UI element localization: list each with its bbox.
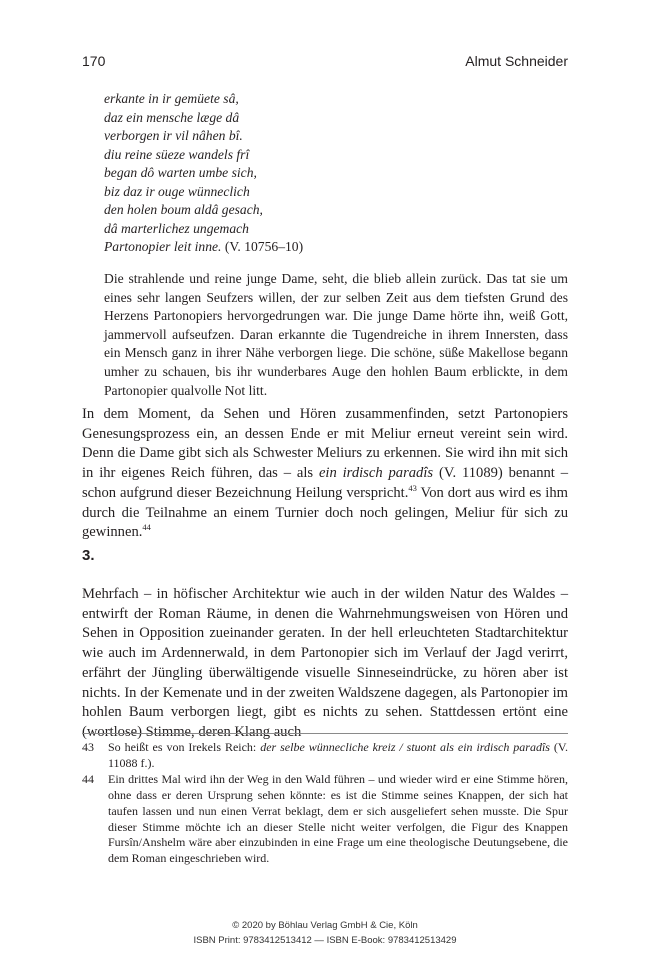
paragraph-italic: ein irdisch paradîs — [318, 465, 434, 482]
footnote-number: 43 — [82, 740, 94, 754]
footnote-italic: der selbe wünnecliche kreiz / stuont als ein irdisch paradîs — [260, 740, 550, 754]
footnote-number: 44 — [82, 771, 94, 786]
verse-line-last — [104, 238, 303, 257]
footnote-text-part: So heißt es von Irekels Reich: — [108, 740, 261, 754]
verse-line: daz ein mensche læge dâ — [104, 109, 240, 125]
page-number: 170 — [82, 53, 106, 69]
imprint-copyright: © 2020 by Böhlau Verlag GmbH & Cie, Köln — [232, 920, 418, 931]
footnote-44 — [82, 772, 568, 867]
imprint-isbn: ISBN Print: 9783412513412 — ISBN E-Book: 9783412513429 — [193, 935, 457, 946]
verse-line-text: Partonopier leit inne. — [104, 239, 222, 254]
verse-line: biz daz ir ouge wünneclich — [104, 183, 250, 199]
translation-block: Die strahlende und reine junge Dame, seht, die blieb allein zurück. Das tat sie um eines sehr langen Seufzers willen, der zur selben Zeit aus dem tiefsten Grund des Herzens Partonopiers hervorgedrungen war. Die junge Dame hörte ihn, weiß Gott, jammervoll aufseufzen. Daran erkannte die Tugendreiche in ihrem Innersten, dass ein Mensch ganz in ihrer Nähe verborgen liege. Die schöne, süße Makellose begann umher zu schauen, bis ihr wunderbares Auge den hohlen Baum erblickte, in dem Partonopier qualvolle Not litt. — [104, 271, 568, 398]
paragraph-text: In dem Moment, da Sehen und Hören zusammenfinden, setzt Partonopiers Genesungsprozess ein, an dessen Ende er mit Meliur erneut vereint sein wird. Denn die Dame gibt sich als Schwester Meliurs zu erkennen. Sie wird ihn mit sich in ihr eigenes Reich führen, das – als — [82, 406, 568, 482]
footnote-ref-43[interactable]: 43 — [408, 482, 417, 493]
verse-line: den holen boum aldâ gesach, — [104, 202, 263, 217]
verse-line: began dô warten umbe sich, — [104, 165, 257, 180]
footnote-rule — [82, 733, 568, 734]
footnote-ref-44[interactable]: 44 — [142, 522, 151, 533]
footnote-text — [108, 740, 568, 772]
verse-line: diu reine süeze wandels frî — [104, 146, 250, 162]
verse-line: verborgen ir vil nâhen bî. — [104, 128, 243, 143]
running-head-author: Almut Schneider — [465, 53, 568, 69]
footnotes — [82, 740, 568, 867]
verse-line: erkante in ir gemüete sâ, — [104, 91, 239, 106]
paragraph-text: (V. 11089) benannt – schon aufgrund dieser Bezeichnung Heilung verspricht. — [82, 465, 568, 501]
section-heading: 3. — [82, 547, 95, 564]
verse-line: dâ marterlichez ungemach — [104, 220, 249, 236]
footnote-43 — [82, 740, 568, 772]
verse-reference: (V. 10756–10) — [224, 239, 304, 254]
footnote-text-part: (V. 11088 f.). — [108, 740, 568, 770]
verse-quotation — [104, 90, 303, 257]
body-paragraph: Mehrfach – in höfischer Architektur wie auch in der wilden Natur des Waldes – entwirft der Roman Räume, in denen die Wahrnehmungsweisen von Hören und Sehen in Opposition zueinander geraten. In der hell erleuchteten Stadtarchitektur wie auch im Ardennerwald, in dem Partonopier sich im Verlauf der Jagd verirrt, erfährt der Jüngling überwältigende visuelle Sinneseindrücke, zu hören aber ist nichts. In der Kemenate und in der zweiten Waldszene dagegen, als Partonopier im hohlen Baum verborgen liegt, gibt es nichts zu sehen. Stattdessen ertönt eine (wortlose) Stimme, deren Klang auch — [82, 586, 568, 740]
footnote-text: Ein drittes Mal wird ihn der Weg in den Wald führen – und wieder wird er eine Stimme hören, ohne dass er deren Ursprung sehen könnte: es ist die Stimme seines Knappen, der sich hat taufen lassen und nun einen Verrat beklagt, dem er sich ausgeliefert sehen musste. Die Spur dieser Stimme möchte ich an dieser Stelle nicht weiter verfolgen, die Figur des Knappen Fursîn/Anshelm wäre aber einzubinden in eine Frage um eine theologische Deutungsebene, die dem Roman eingeschrieben wird. — [108, 771, 568, 866]
body-paragraph — [82, 405, 568, 543]
paragraph-text: Von dort aus wird es ihm durch die Teilnahme an einem Turnier doch noch gelingen, Meliur für sich zu gewinnen. — [82, 484, 568, 541]
